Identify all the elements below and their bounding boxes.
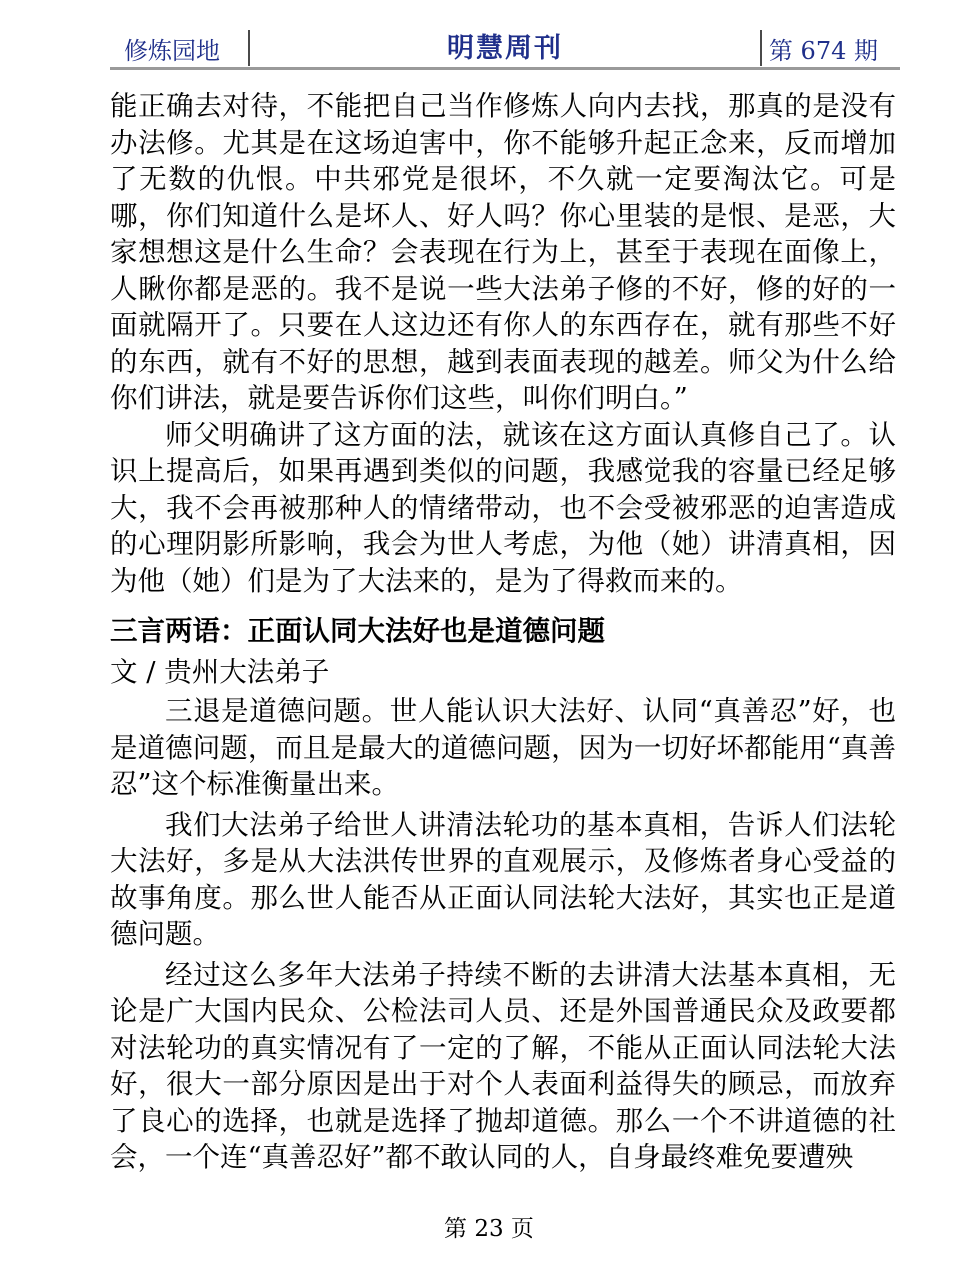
- page-content: [110, 88, 896, 1176]
- header-section-label: 修炼园地: [124, 37, 220, 65]
- header-issue-number: 第 674 期: [768, 37, 878, 65]
- page-number: 第 23 页: [444, 1216, 534, 1242]
- header-divider-right: [760, 30, 762, 66]
- article-title: 三言两语：正面认同大法好也是道德问题: [110, 615, 605, 647]
- header-publication-title: 明慧周刊: [447, 33, 563, 64]
- article-byline: 文 / 贵州大法弟子: [110, 656, 330, 688]
- article-paragraph-3: 经过这么多年大法弟子持续不断的去讲清大法基本真相，无论是广大国内民众、公检法司人员、还是外国普通民众及政要都对法轮功的真实情况有了一定的了解，不能从正面认同法轮大法好，很大一部分原因是出于对个人表面利益得失的顾忌，而放弃了良心的选择，也就是选择了抛却道德。那么一个不讲道德的社会，一个连“真善忍好”都不敢认同的人，自身最终难免要遭殃: [110, 958, 896, 1173]
- header-rule: [110, 67, 900, 70]
- page-header: [110, 26, 900, 66]
- article-paragraph-2: 我们大法弟子给世人讲清法轮功的基本真相，告诉人们法轮大法好，多是从大法洪传世界的直观展示，及修炼者身心受益的故事角度。那么世人能否从正面认同法轮大法好，其实也正是道德问题。: [110, 808, 896, 950]
- paragraph-continued-quote: 能正确去对待，不能把自己当作修炼人向内去找，那真的是没有办法修。尤其是在这场迫害中，你不能够升起正念来，反而增加了无数的仇恨。中共邪党是很坏，不久就一定要淘汰它。可是哪，你们知道什么是坏人、好人吗？你心里装的是恨、是恶，大家想想这是什么生命？会表现在行为上，甚至于表现在面像上，人瞅你都是恶的。我不是说一些大法弟子修的不好，修的好的一面就隔开了。只要在人这边还有你人的东西存在，就有那些不好的东西，就有不好的思想，越到表面表现的越差。师父为什么给你们讲法，就是要告诉你们这些，叫你们明白。”: [110, 90, 896, 414]
- article-paragraph-1: 三退是道德问题。世人能认识大法好、认同“真善忍”好，也是道德问题，而且是最大的道德问题，因为一切好坏都能用“真善忍”这个标准衡量出来。: [110, 695, 896, 800]
- paragraph-reflection: 师父明确讲了这方面的法，就该在这方面认真修自己了。认识上提高后，如果再遇到类似的问题，我感觉我的容量已经足够大，我不会再被那种人的情绪带动，也不会受被邪恶的迫害造成的心理阴影所影响，我会为世人考虑，为他（她）讲清真相，因为他（她）们是为了大法来的，是为了得救而来的。: [110, 418, 896, 597]
